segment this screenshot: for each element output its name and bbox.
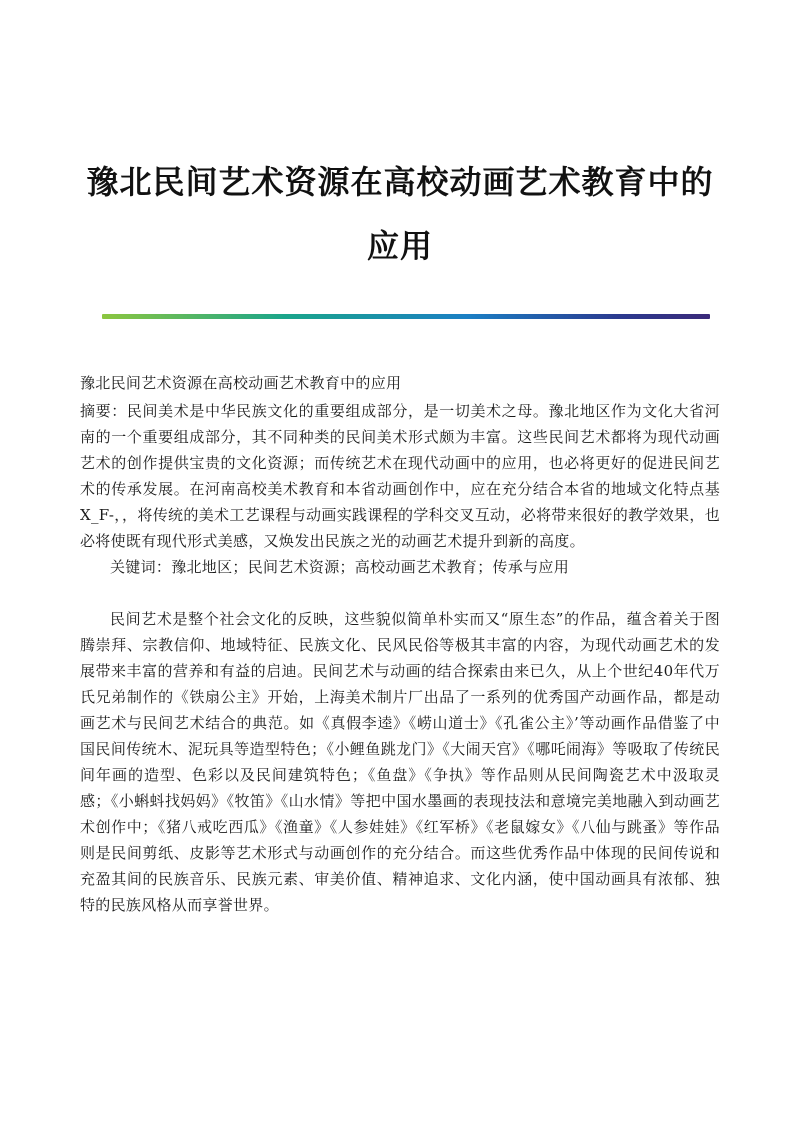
abstract-label: 摘要： bbox=[80, 402, 127, 420]
title-line-2: 应用 bbox=[366, 227, 433, 265]
document-body bbox=[80, 370, 720, 918]
abstract-text: 民间美术是中华民族文化的重要组成部分，是一切美术之母。豫北地区作为文化大省河南的一个重要组成部分，其不同种类的民间美术形式颇为丰富。这些民间艺术都将为现代动画艺术的创作提供宝贵的文化资源；而传统艺术在现代动画中的应用，也必将更好的促进民间艺术的传承发展。在河南高校美术教育和本省动画创作中，应在充分结合本省的地域文化特点基X_F-，，将传统的美术工艺课程与动画实践课程的学科交叉互动，必将带来很好的教学效果，也必将使既有现代形式美感，又焕发出民族之光的动画艺术提升到新的高度。 bbox=[80, 402, 720, 550]
abstract-paragraph bbox=[80, 398, 720, 554]
title-block bbox=[80, 150, 720, 278]
paragraph-spacer bbox=[80, 580, 720, 606]
document-title bbox=[80, 150, 720, 278]
document-subtitle: 豫北民间艺术资源在高校动画艺术教育中的应用 bbox=[80, 374, 402, 392]
title-divider bbox=[102, 314, 710, 319]
title-line-1: 豫北民间艺术资源在高校动画艺术教育中的 bbox=[86, 163, 714, 201]
body-paragraph-1: 民间艺术是整个社会文化的反映，这些貌似简单朴实而又“原生态”的作品，蕴含着关于图腾崇拜、宗教信仰、地域特征、民族文化、民风民俗等极其丰富的内容，为现代动画艺术的发展带来丰富的营养和有益的启迪。民间艺术与动画的结合探索由来已久，从上个世纪40年代万氏兄弟制作的《铁扇公主》开始，上海美术制片厂出品了一系列的优秀国产动画作品，都是动画艺术与民间艺术结合的典范。如《真假李逵》《崂山道士》《孔雀公主》’等动画作品借鉴了中国民间传统木、泥玩具等造型特色；《小鲤鱼跳龙门》《大闹天宫》《哪吒闹海》等吸取了传统民间年画的造型、色彩以及民间建筑特色；《鱼盘》《争执》等作品则从民间陶瓷艺术中汲取灵感；《小蝌蚪找妈妈》《牧笛》《山水情》等把中国水墨画的表现技法和意境完美地融入到动画艺术创作中；《猪八戒吃西瓜》《渔童》《人参娃娃》《红军桥》《老鼠嫁女》《八仙与跳蚤》等作品则是民间剪纸、皮影等艺术形式与动画创作的充分结合。而这些优秀作品中体现的民间传说和充盈其间的民族音乐、民族元素、审美价值、精神追求、文化内涵，使中国动画具有浓郁、独特的民族风格从而享誉世界。 bbox=[80, 610, 720, 914]
keywords-line: 关键词：豫北地区；民间艺术资源；高校动画艺术教育；传承与应用 bbox=[110, 558, 570, 576]
